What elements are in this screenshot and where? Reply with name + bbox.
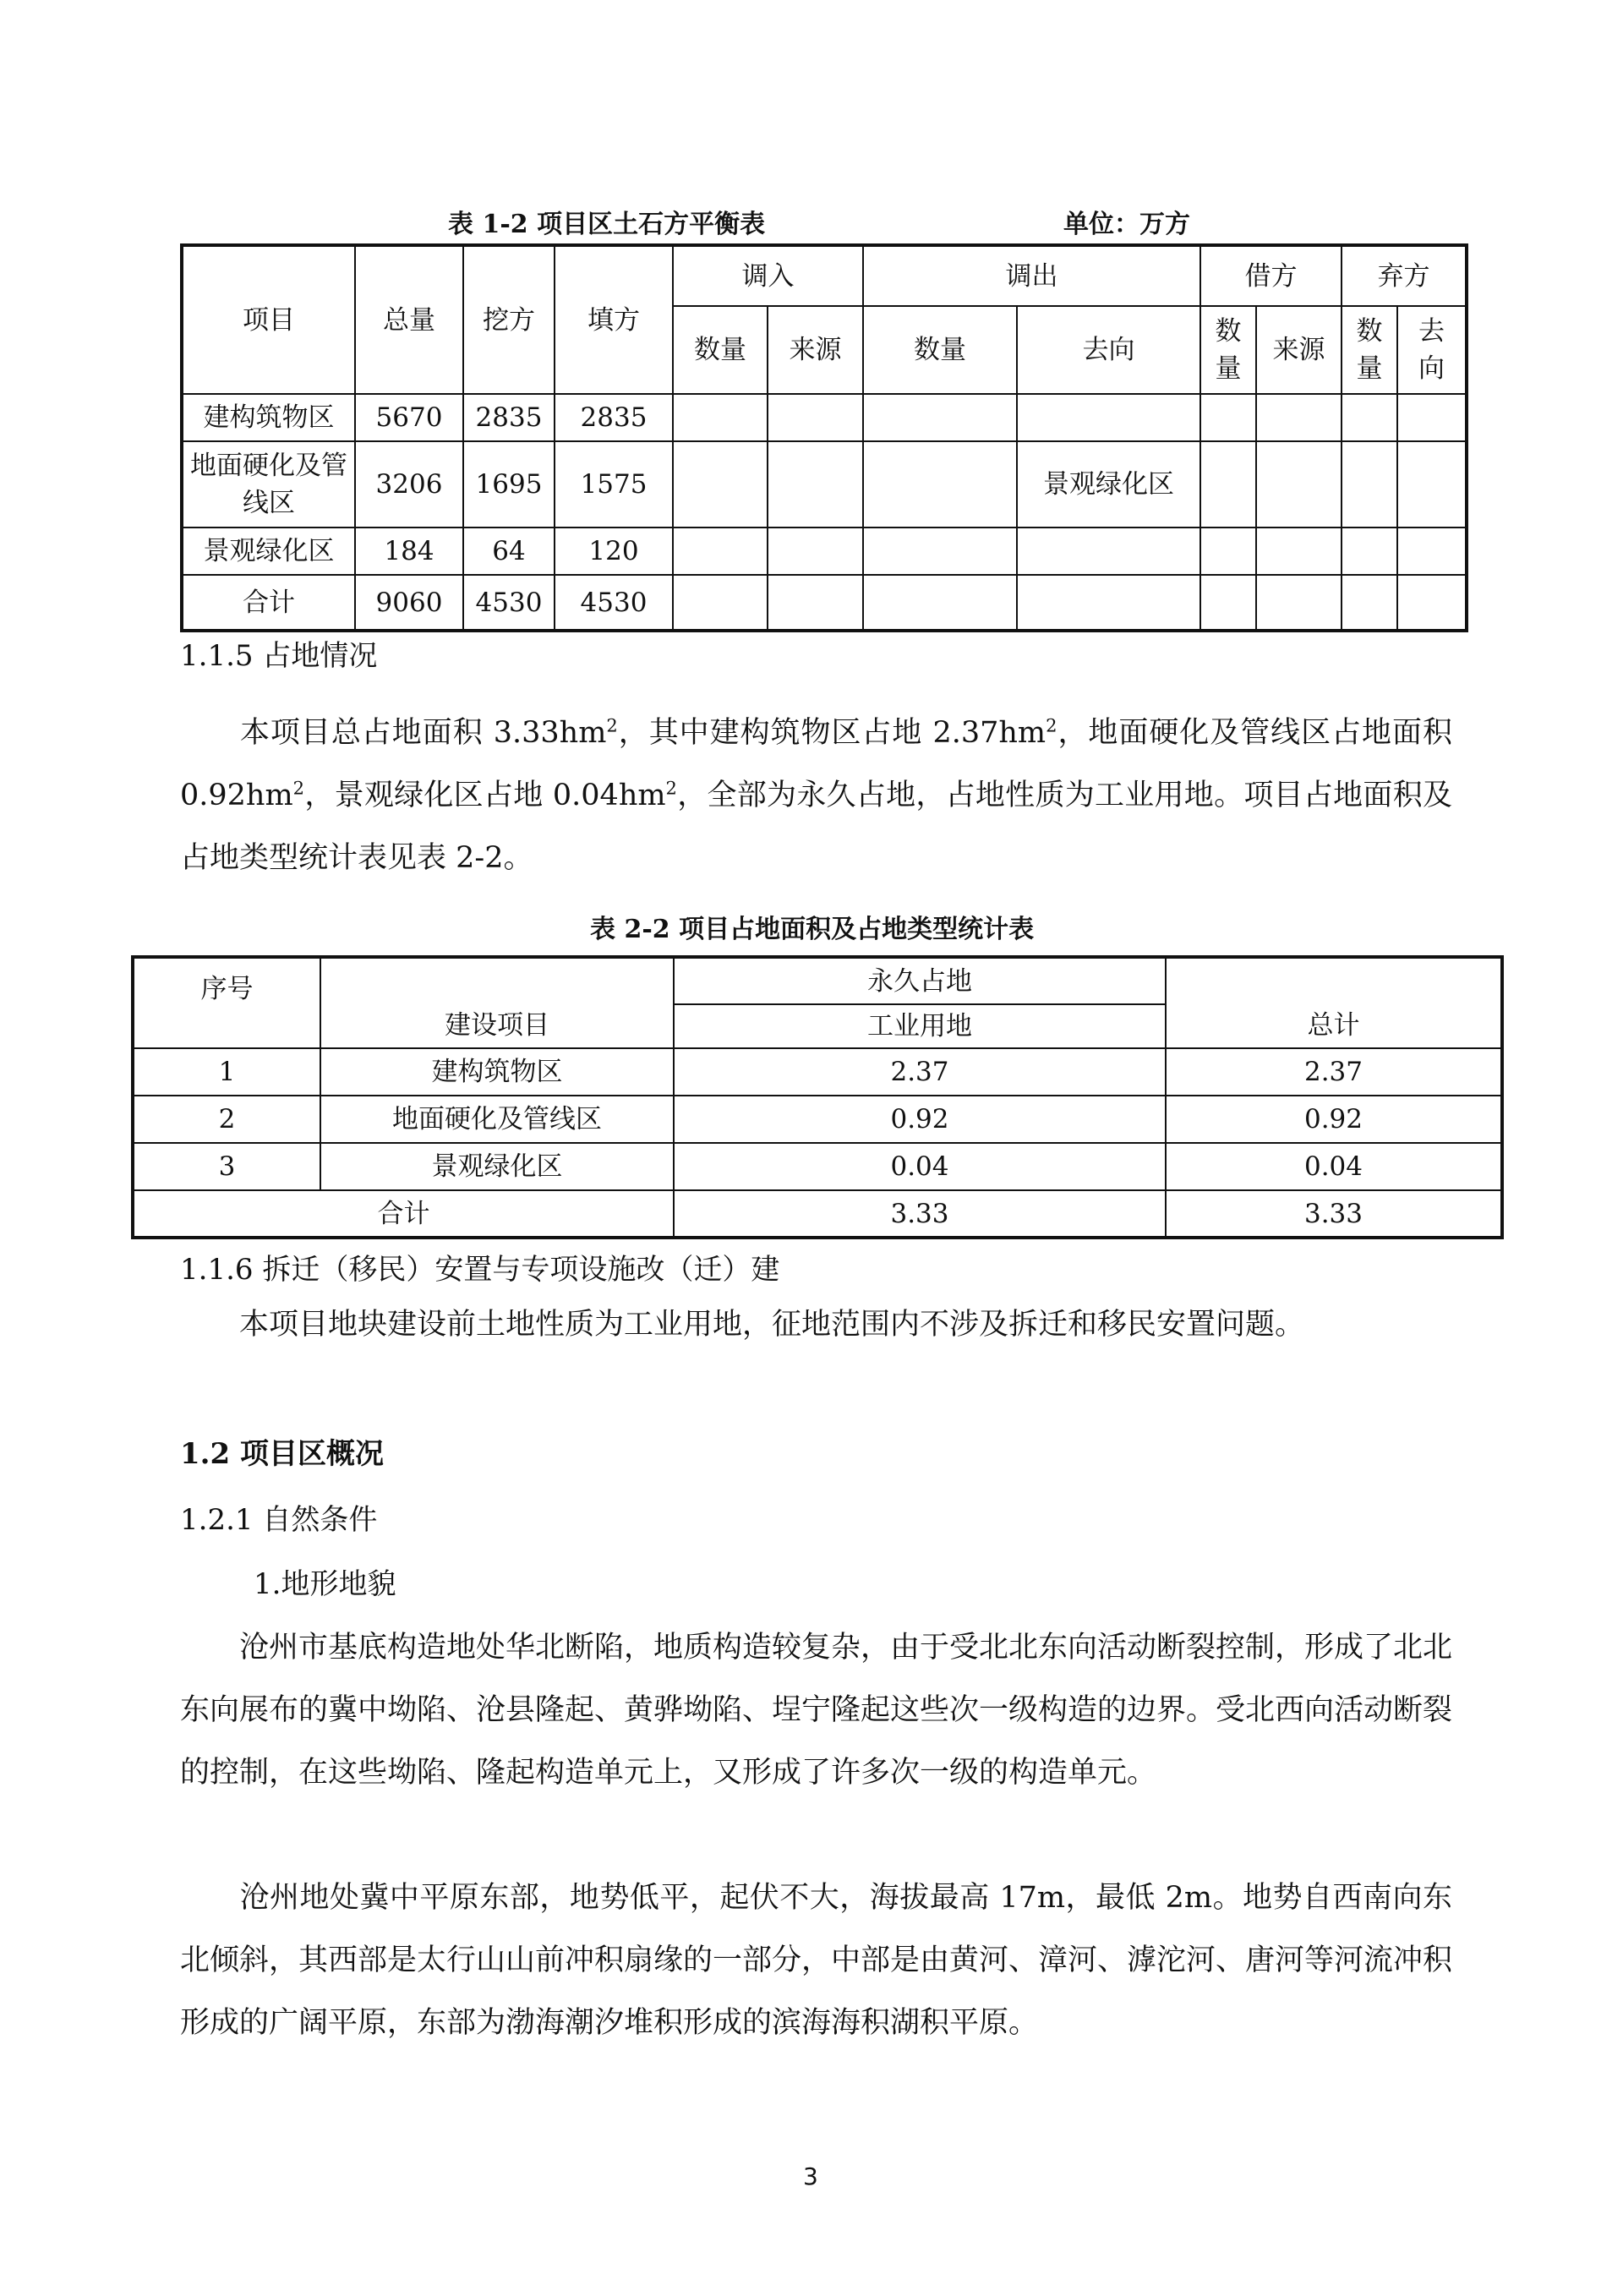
header-in-source: 来源 <box>768 306 863 394</box>
row-industrial: 2.37 <box>674 1048 1166 1096</box>
table-row <box>133 1048 1502 1096</box>
sum-label: 合计 <box>133 1190 674 1238</box>
header-waste-quantity: 数 量 <box>1342 306 1397 394</box>
table-row <box>182 575 1467 631</box>
row-industrial: 0.92 <box>674 1096 1166 1143</box>
header-borrow-source: 来源 <box>1256 306 1342 394</box>
table-row <box>133 1143 1502 1190</box>
row-fill: 4530 <box>555 575 673 631</box>
header-no: 序号 <box>133 957 320 1048</box>
section-12-heading: 1.2 项目区概况 <box>180 1437 384 1471</box>
row-out-destination <box>1017 528 1200 575</box>
row-excavation: 2835 <box>463 394 555 441</box>
header-in-quantity: 数量 <box>673 306 768 394</box>
table-row <box>182 528 1467 575</box>
row-industrial: 0.04 <box>674 1143 1166 1190</box>
header-total: 总计 <box>1166 957 1502 1048</box>
row-total: 0.04 <box>1166 1143 1502 1190</box>
terrain-paragraph: 沧州地处冀中平原东部，地势低平，起伏不大，海拔最高 17m，最低 2m。地势自西南向东北倾斜，其西部是太行山山前冲积扇缘的一部分，中部是由黄河、漳河、滹沱河、唐河等河流冲积形成的广阔平原，东部为渤海潮汐堆积形成的滨海海积湖积平原。 <box>180 1881 1453 2040</box>
row-no: 1 <box>133 1048 320 1096</box>
header-transfer-in: 调入 <box>673 245 863 306</box>
header-out-destination: 去向 <box>1017 306 1200 394</box>
row-project: 地面硬化及管线区 <box>320 1096 674 1143</box>
sum-industrial: 3.33 <box>674 1190 1166 1238</box>
terrain-heading: 1.地形地貌 <box>254 1567 396 1601</box>
row-out-destination <box>1017 575 1200 631</box>
header-permanent: 永久占地 <box>674 957 1166 1004</box>
header-out-quantity: 数量 <box>863 306 1017 394</box>
section-116-paragraph: 本项目地块建设前土地性质为工业用地，征地范围内不涉及拆迁和移民安置问题。 <box>239 1308 1305 1342</box>
header-item: 项目 <box>182 245 355 394</box>
row-total: 0.92 <box>1166 1096 1502 1143</box>
row-out-destination: 景观绿化区 <box>1017 441 1200 528</box>
row-excavation: 64 <box>463 528 555 575</box>
header-total: 总量 <box>355 245 463 394</box>
header-transfer-out: 调出 <box>863 245 1200 306</box>
header-borrow-quantity: 数 量 <box>1200 306 1256 394</box>
row-total: 5670 <box>355 394 463 441</box>
table-row <box>182 394 1467 441</box>
section-116-heading: 1.1.6 拆迁（移民）安置与专项设施改（迁）建 <box>180 1253 780 1287</box>
row-item: 地面硬化及管线区 <box>182 441 355 528</box>
land-occupation-table <box>131 955 1504 1239</box>
table1-caption: 表 1-2 项目区土石方平衡表 <box>448 210 766 239</box>
section-121-heading: 1.2.1 自然条件 <box>180 1503 378 1537</box>
section-115-paragraph: 本项目总占地面积 $3.33hm^2$，其中建构筑物区占地 $2.37hm^2$，地面硬化及管线区占地面积 $0.92hm^2$，景观绿化区占地 $0.04hm^2$，全部为永久占地，占地性质为工业用地。项目占地面积及占地类型统计表见表 2-2。 <box>180 715 1452 875</box>
section-115-heading: 1.1.5 占地情况 <box>180 639 378 673</box>
row-fill: 1575 <box>555 441 673 528</box>
row-total: 3206 <box>355 441 463 528</box>
page-number: 3 <box>803 2162 818 2190</box>
header-fill: 填方 <box>555 245 673 394</box>
row-no: 3 <box>133 1143 320 1190</box>
earthwork-balance-table <box>180 243 1468 632</box>
row-out-destination <box>1017 394 1200 441</box>
row-project: 景观绿化区 <box>320 1143 674 1190</box>
row-fill: 120 <box>555 528 673 575</box>
row-total: 9060 <box>355 575 463 631</box>
row-fill: 2835 <box>555 394 673 441</box>
row-no: 2 <box>133 1096 320 1143</box>
header-waste-destination: 去 向 <box>1397 306 1467 394</box>
header-excavation: 挖方 <box>463 245 555 394</box>
row-project: 建构筑物区 <box>320 1048 674 1096</box>
table-row <box>133 1096 1502 1143</box>
sum-total: 3.33 <box>1166 1190 1502 1238</box>
table2-caption: 表 2-2 项目占地面积及占地类型统计表 <box>590 915 1035 944</box>
row-excavation: 1695 <box>463 441 555 528</box>
header-industrial: 工业用地 <box>674 1004 1166 1048</box>
row-item: 景观绿化区 <box>182 528 355 575</box>
table-row <box>133 1190 1502 1238</box>
row-total: 184 <box>355 528 463 575</box>
header-borrow: 借方 <box>1200 245 1342 306</box>
geology-paragraph: 沧州市基底构造地处华北断陷，地质构造较复杂，由于受北北东向活动断裂控制，形成了北北东向展布的冀中坳陷、沧县隆起、黄骅坳陷、埕宁隆起这些次一级构造的边界。受北西向活动断裂的控制，在这些坳陷、隆起构造单元上，又形成了许多次一级的构造单元。 <box>180 1631 1453 1790</box>
header-project: 建设项目 <box>320 957 674 1048</box>
table1-unit: 单位：万方 <box>1063 210 1190 239</box>
header-waste: 弃方 <box>1342 245 1467 306</box>
row-total: 2.37 <box>1166 1048 1502 1096</box>
row-excavation: 4530 <box>463 575 555 631</box>
row-item: 合计 <box>182 575 355 631</box>
table-row <box>182 441 1467 528</box>
row-item: 建构筑物区 <box>182 394 355 441</box>
